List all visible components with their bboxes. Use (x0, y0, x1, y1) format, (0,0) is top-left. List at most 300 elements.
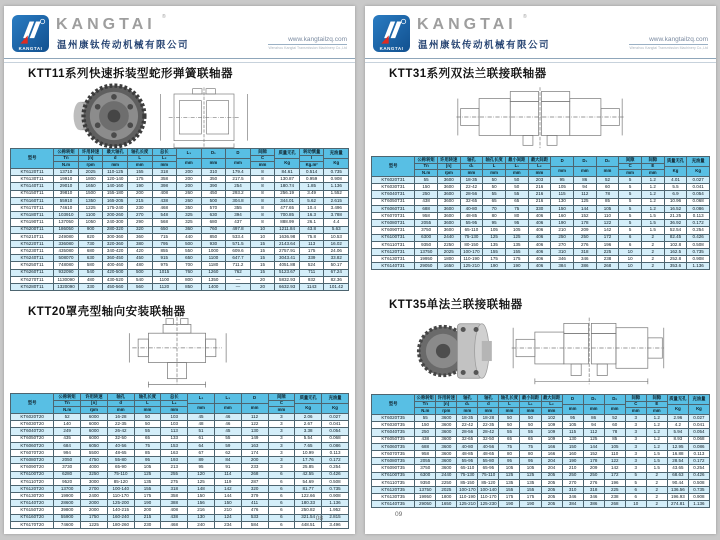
table-cell: 19900 (54, 493, 81, 500)
table-cell: 48-65 (107, 449, 134, 456)
table-cell: 1.136 (688, 501, 709, 508)
table-cell: 16-28 (107, 414, 134, 421)
table-row (372, 443, 710, 450)
table-row (11, 204, 349, 211)
table-cell: — (226, 276, 251, 283)
table-cell: KT6230T11 (11, 248, 54, 255)
table-cell: 122 (604, 458, 625, 465)
table-cell: 13750 (415, 248, 438, 255)
table-row (372, 479, 710, 486)
table-cell: 394 (226, 212, 251, 219)
table-cell: 48-85 (457, 450, 478, 457)
table-cell: 5.63 (324, 226, 349, 233)
table-cell: 50 (505, 177, 528, 184)
table-cell: 580 (78, 262, 103, 269)
table-cell: KT6110T20 (11, 478, 54, 485)
table-cell: 55910 (54, 197, 79, 204)
table-cell: 234 (214, 521, 241, 528)
table-cell: KT6100T20 (11, 471, 54, 478)
table-cell: 85 (134, 449, 161, 456)
table-cell: KT6040T35 (372, 429, 415, 436)
table-cell: 55-95 (460, 220, 483, 227)
table-cell: 1400 (201, 284, 226, 291)
table-cell: 275 (161, 478, 188, 485)
table-cell: 568 (152, 219, 177, 226)
table-cell: 2 (641, 256, 664, 263)
table-cell: 0.959 (299, 176, 324, 183)
table-cell: 46 (214, 421, 241, 428)
table-cell: 152 (583, 450, 604, 457)
catalog-page-right (365, 6, 716, 534)
table-cell: 16.3 (299, 212, 324, 219)
column-header: 质量无孔 Kg (295, 394, 322, 414)
table-cell: KT6060T20 (11, 442, 54, 449)
table-cell: 268 (241, 471, 268, 478)
table-cell: 346 (573, 256, 596, 263)
table-cell: KT6070T31 (372, 212, 415, 219)
table-cell: 6.9 (664, 191, 687, 198)
table-cell: 114 (214, 471, 241, 478)
table-cell: 435 (54, 435, 81, 442)
table-cell: 48-85 (460, 212, 483, 219)
table-cell: 75-130 (460, 234, 483, 241)
column-header: 轴孔 d mm (107, 394, 134, 414)
table-cell: 0.086 (688, 443, 709, 450)
table-cell: 26.1 (299, 219, 324, 226)
table-row (11, 169, 349, 176)
table-cell: 650 (177, 255, 202, 262)
column-header: 间隙 E mm (646, 395, 667, 415)
ktt31-spec-table (371, 156, 710, 270)
table-cell: KT6120T11 (11, 169, 54, 176)
table-row (11, 262, 349, 269)
table-cell: 50 (520, 415, 541, 422)
website-block (268, 36, 347, 50)
table-cell: 5.54 (295, 435, 322, 442)
table-cell: 205 (541, 486, 562, 493)
table-cell: 6000 (81, 428, 108, 435)
table-cell: 1350 (78, 197, 103, 204)
table-cell: 320 (127, 226, 152, 233)
page-number-left: 08 (315, 515, 323, 522)
table-cell: 688 (415, 443, 436, 450)
table-cell: 204 (541, 458, 562, 465)
table-cell: 3600 (437, 177, 460, 184)
column-header: 轴孔 d₁ mm (460, 157, 483, 177)
table-cell: KT6110T31 (372, 241, 415, 248)
table-cell: 250 (573, 234, 596, 241)
table-cell: 0.027 (688, 415, 709, 422)
table-cell: 1015 (152, 269, 177, 276)
table-cell: 78 (596, 191, 619, 198)
table-cell: 276 (583, 479, 604, 486)
table-cell: 190 (562, 458, 583, 465)
website-subtitle: Wenzhou Kangtai Transmission Machinery Co.,Ltd (629, 46, 708, 50)
ktt11-technical-drawing (154, 86, 254, 152)
table-cell: 196 (596, 241, 619, 248)
table-cell: 6 (619, 241, 642, 248)
table-cell: 180.33 (295, 500, 322, 507)
table-cell: 216 (188, 507, 215, 514)
table-cell: 94 (573, 184, 596, 191)
table-cell: 353.6 (664, 263, 687, 270)
table-cell: 55 (520, 429, 541, 436)
table-cell: 50 (499, 422, 520, 429)
table-cell: 22-42 (460, 184, 483, 191)
registered-mark: ® (523, 14, 527, 20)
table-cell: 90.44 (667, 479, 688, 486)
table-row (11, 507, 349, 514)
table-cell: KT6080T31 (372, 220, 415, 227)
table-cell: KT6200T11 (11, 226, 54, 233)
table-cell: KT6140T35 (372, 501, 415, 508)
table-cell: 8 (250, 219, 275, 226)
table-cell: 0.041 (322, 421, 349, 428)
table-cell: 62 (214, 449, 241, 456)
table-cell: 166 (541, 450, 562, 457)
table-cell: 325 (177, 212, 202, 219)
table-row (372, 422, 710, 429)
table-cell: 85-120 (478, 479, 499, 486)
table-cell: 21.25 (664, 212, 687, 219)
column-header: D₁ mm (573, 157, 596, 177)
table-row (11, 190, 349, 197)
table-cell: 60 (596, 184, 619, 191)
table-cell: 112 (573, 191, 596, 198)
table-cell: 175 (127, 176, 152, 183)
table-cell: 450 (127, 255, 152, 262)
table-cell: 109 (541, 436, 562, 443)
table-cell: 105 (562, 422, 583, 429)
table-cell: 6300 (415, 472, 436, 479)
table-cell: 571.5 (226, 240, 251, 247)
table-row (11, 197, 349, 204)
column-header: 轴孔 d₁ mm (457, 395, 478, 415)
table-cell: KT6080T35 (372, 458, 415, 465)
table-cell: 65 (520, 436, 541, 443)
table-cell: 1.2 (646, 415, 667, 422)
table-cell: 3 (625, 436, 646, 443)
table-cell: 10 (625, 501, 646, 508)
table-cell: KT6150T20 (11, 507, 54, 514)
table-cell: 5123.67 (275, 269, 300, 276)
table-cell: 268 (596, 263, 619, 270)
table-cell: 0.735 (687, 248, 710, 255)
table-cell: 18-28 (478, 415, 499, 422)
table-cell: 280-320 (103, 226, 128, 233)
table-cell: 915 (152, 255, 177, 262)
column-header: L₁ mm (177, 149, 202, 169)
table-cell: 144 (214, 493, 241, 500)
table-cell: 140-160 (103, 183, 128, 190)
table-cell: 5.5 (664, 184, 687, 191)
ktt31-technical-drawing (455, 84, 625, 150)
column-header: 质量无孔 Kg (275, 149, 300, 169)
table-cell: 5832.93 (275, 276, 300, 283)
table-cell: 75-110 (107, 471, 134, 478)
table-cell: KT6110T35 (372, 479, 415, 486)
table-cell: 2 (641, 241, 664, 248)
table-cell: 95 (505, 220, 528, 227)
table-row (372, 450, 710, 457)
table-cell: 630 (201, 212, 226, 219)
logo-caption: KANGTAI (379, 46, 404, 51)
table-cell: 0.908 (687, 256, 710, 263)
table-cell: 406 (528, 248, 551, 255)
table-cell: 2700 (81, 485, 108, 492)
table-cell: 2000 (81, 507, 108, 514)
table-cell: — (226, 284, 251, 291)
table-cell: 86 (583, 415, 604, 422)
table-cell: 400-460 (103, 262, 128, 269)
table-cell: 680 (201, 219, 226, 226)
table-cell: 0.027 (322, 414, 349, 421)
table-cell: KT6040T20 (11, 428, 54, 435)
table-cell: 80 (483, 212, 506, 219)
table-cell: 65-110 (457, 465, 478, 472)
table-cell: 2025 (78, 169, 103, 176)
table-cell: 310 (562, 486, 583, 493)
table-cell: 52 (596, 177, 619, 184)
table-cell: 45 (214, 428, 241, 435)
table-cell: 3 (625, 450, 646, 457)
table-cell: KT6020T20 (11, 414, 54, 421)
table-cell: KT6140T11 (11, 183, 54, 190)
table-row (372, 486, 710, 493)
table-cell: 380 (127, 240, 152, 247)
table-cell: KT6190T11 (11, 219, 54, 226)
table-cell: 6 (268, 514, 295, 521)
table-cell: 3043.41 (275, 255, 300, 262)
table-cell: 290 (127, 219, 152, 226)
table-cell: 67 (188, 449, 215, 456)
table-cell: 28600 (54, 500, 81, 507)
table-cell: 55 (214, 435, 241, 442)
table-cell: 210 (562, 465, 583, 472)
table-cell: 0.254 (687, 227, 710, 234)
table-cell: 135 (483, 241, 506, 248)
table-row (11, 284, 349, 291)
table-cell: 850 (201, 233, 226, 240)
table-cell: 320-360 (103, 240, 128, 247)
table-cell: 8 (250, 204, 275, 211)
column-header: 最大间距 L₂ mm (542, 394, 561, 414)
company-name-cn: 温州康钛传动机械有限公司 (57, 40, 190, 51)
table-cell: 85-150 (457, 479, 478, 486)
table-cell: 3600 (436, 465, 457, 472)
table-cell: 1.136 (324, 183, 349, 190)
table-cell: 3 (625, 415, 646, 422)
table-cell: 6000 (81, 414, 108, 421)
table-cell: 95 (520, 458, 541, 465)
table-cell: 730 (78, 240, 103, 247)
table-cell: 155 (134, 485, 161, 492)
table-cell: 55 (505, 191, 528, 198)
table-cell: KT6070T20 (11, 449, 54, 456)
table-cell: 42.55 (295, 471, 322, 478)
table-cell: 190 (520, 501, 541, 508)
table-cell: 360-450 (103, 255, 128, 262)
table-cell: KT6260T11 (11, 269, 54, 276)
table-cell: 360 (127, 233, 152, 240)
table-cell: 36.92 (664, 220, 687, 227)
table-cell: 240 (188, 521, 215, 528)
table-cell: 45 (188, 414, 215, 421)
table-cell: 165-205 (103, 197, 128, 204)
kangtai-logo-icon (12, 15, 49, 52)
table-cell: 32-50 (107, 435, 134, 442)
table-cell: 700 (177, 262, 202, 269)
table-cell: 4000 (81, 464, 108, 471)
table-cell: 350 (201, 176, 226, 183)
column-header: L₂ mm (188, 394, 215, 414)
table-cell: 2440 (437, 234, 460, 241)
table-row (372, 220, 710, 227)
table-cell: 390 (201, 183, 226, 190)
table-cell: KT6180T11 (11, 212, 54, 219)
table-cell: KT6090T20 (11, 464, 54, 471)
table-cell: 1.5 (646, 465, 667, 472)
table-cell: 3.38 (295, 428, 322, 435)
table-cell: 105 (483, 227, 506, 234)
table-cell: 22-35 (478, 422, 499, 429)
table-cell: 125 (520, 472, 541, 479)
table-cell: 204 (541, 465, 562, 472)
table-cell: 216 (528, 198, 551, 205)
table-cell: 250.82 (295, 507, 322, 514)
table-cell: 388 (161, 500, 188, 507)
table-cell: 6300 (415, 234, 438, 241)
table-cell: 406 (528, 212, 551, 219)
table-cell: 304.8 (226, 197, 251, 204)
table-cell: 0.068 (687, 198, 710, 205)
table-cell: 1.2 (641, 177, 664, 184)
table-cell: 6 (268, 521, 295, 528)
table-cell: 4.4 (324, 219, 349, 226)
table-cell: 1650 (78, 183, 103, 190)
table-cell: 75.8 (299, 233, 324, 240)
table-cell: 125 (483, 234, 506, 241)
table-cell: KT6030T35 (372, 422, 415, 429)
table-cell: 150 (551, 205, 574, 212)
table-cell: 3600 (436, 429, 457, 436)
table-cell: 276 (573, 241, 596, 248)
table-cell: 125-230 (478, 501, 499, 508)
table-cell: 140 (54, 421, 81, 428)
table-row (372, 184, 710, 191)
ktt11-product-photo (70, 82, 148, 150)
table-cell: 190 (551, 220, 574, 227)
table-cell: 103 (161, 421, 188, 428)
table-cell: 438 (415, 198, 438, 205)
table-cell: 12.95 (667, 443, 688, 450)
table-cell: 135 (134, 478, 161, 485)
table-cell: 120 (188, 471, 215, 478)
table-cell: 3600 (436, 436, 457, 443)
table-cell: 684 (54, 442, 81, 449)
column-header: 质量无孔 Kg (667, 395, 688, 415)
table-cell: 1.5 (641, 227, 664, 234)
table-cell: 28-42 (478, 429, 499, 436)
table-cell: 318 (583, 486, 604, 493)
table-row (11, 212, 349, 219)
table-cell: 318 (161, 485, 188, 492)
column-header: 公称转矩 Tn N.m (415, 157, 438, 177)
table-cell: 408 (152, 190, 177, 197)
table-cell: 155 (127, 169, 152, 176)
table-cell: 10 (619, 256, 642, 263)
table-cell: 760 (201, 226, 226, 233)
table-cell: 75-110 (478, 472, 499, 479)
header-divider (365, 58, 716, 63)
column-header: 许用转速 [n] rpm (437, 394, 455, 414)
table-cell: 3 (268, 464, 295, 471)
table-cell: 179.4 (226, 169, 251, 176)
table-cell: 40-56 (107, 442, 134, 449)
table-cell: KT6220T11 (11, 240, 54, 247)
table-cell: 28.54 (667, 458, 688, 465)
column-header: 充油量 Kg (688, 395, 709, 415)
website-url: www.kangtailzq.com (288, 36, 347, 43)
table-cell: 406 (528, 256, 551, 263)
table-cell: 270 (551, 241, 574, 248)
table-cell: 82.36 (324, 276, 349, 283)
table-cell: KT6170T20 (11, 521, 54, 528)
table-cell: 6 (268, 471, 295, 478)
table-cell: 3.788 (324, 212, 349, 219)
table-cell: 0.113 (687, 212, 710, 219)
table-cell: 748080 (54, 262, 79, 269)
table-cell: 500 (177, 240, 202, 247)
table-cell: 3 (625, 465, 646, 472)
table-cell: 55-80 (478, 458, 499, 465)
section-title-ktt35: KTT35单法兰联接联轴器 (389, 299, 523, 311)
table-cell: 50 (483, 184, 506, 191)
table-cell: 437 (226, 219, 251, 226)
table-cell: 22-42 (457, 422, 478, 429)
table-cell: 125 (499, 472, 520, 479)
table-cell: 250 (415, 429, 436, 436)
column-header: 总长 L₄ mm (161, 394, 188, 414)
table-cell: 10.99 (295, 449, 322, 456)
table-cell: 94 (583, 422, 604, 429)
table-cell: KT6030T31 (372, 184, 415, 191)
column-header: 型号 (11, 149, 54, 169)
table-cell: 711.2 (226, 262, 251, 269)
table-cell: 50.17 (324, 262, 349, 269)
table-cell: 3.49 (299, 190, 324, 197)
table-cell: 10 (619, 248, 642, 255)
table-cell: 175 (505, 256, 528, 263)
table-row (372, 429, 710, 436)
table-cell: 1130090 (54, 276, 79, 283)
table-cell: 533.4 (226, 233, 251, 240)
table-cell: 450 (201, 190, 226, 197)
table-cell: 110 (596, 212, 619, 219)
table-cell: 55900 (54, 514, 81, 521)
table-row (11, 269, 349, 276)
table-cell: 8 (250, 197, 275, 204)
table-cell: 85 (604, 436, 625, 443)
table-cell: 105 (551, 184, 574, 191)
table-row (11, 255, 349, 262)
table-cell: 0.172 (687, 220, 710, 227)
table-cell: 1100 (152, 276, 177, 283)
table-cell: 1.2 (646, 436, 667, 443)
table-cell: 50 (499, 415, 520, 422)
table-cell: 125 (188, 478, 215, 485)
table-cell: 256.19 (275, 190, 300, 197)
